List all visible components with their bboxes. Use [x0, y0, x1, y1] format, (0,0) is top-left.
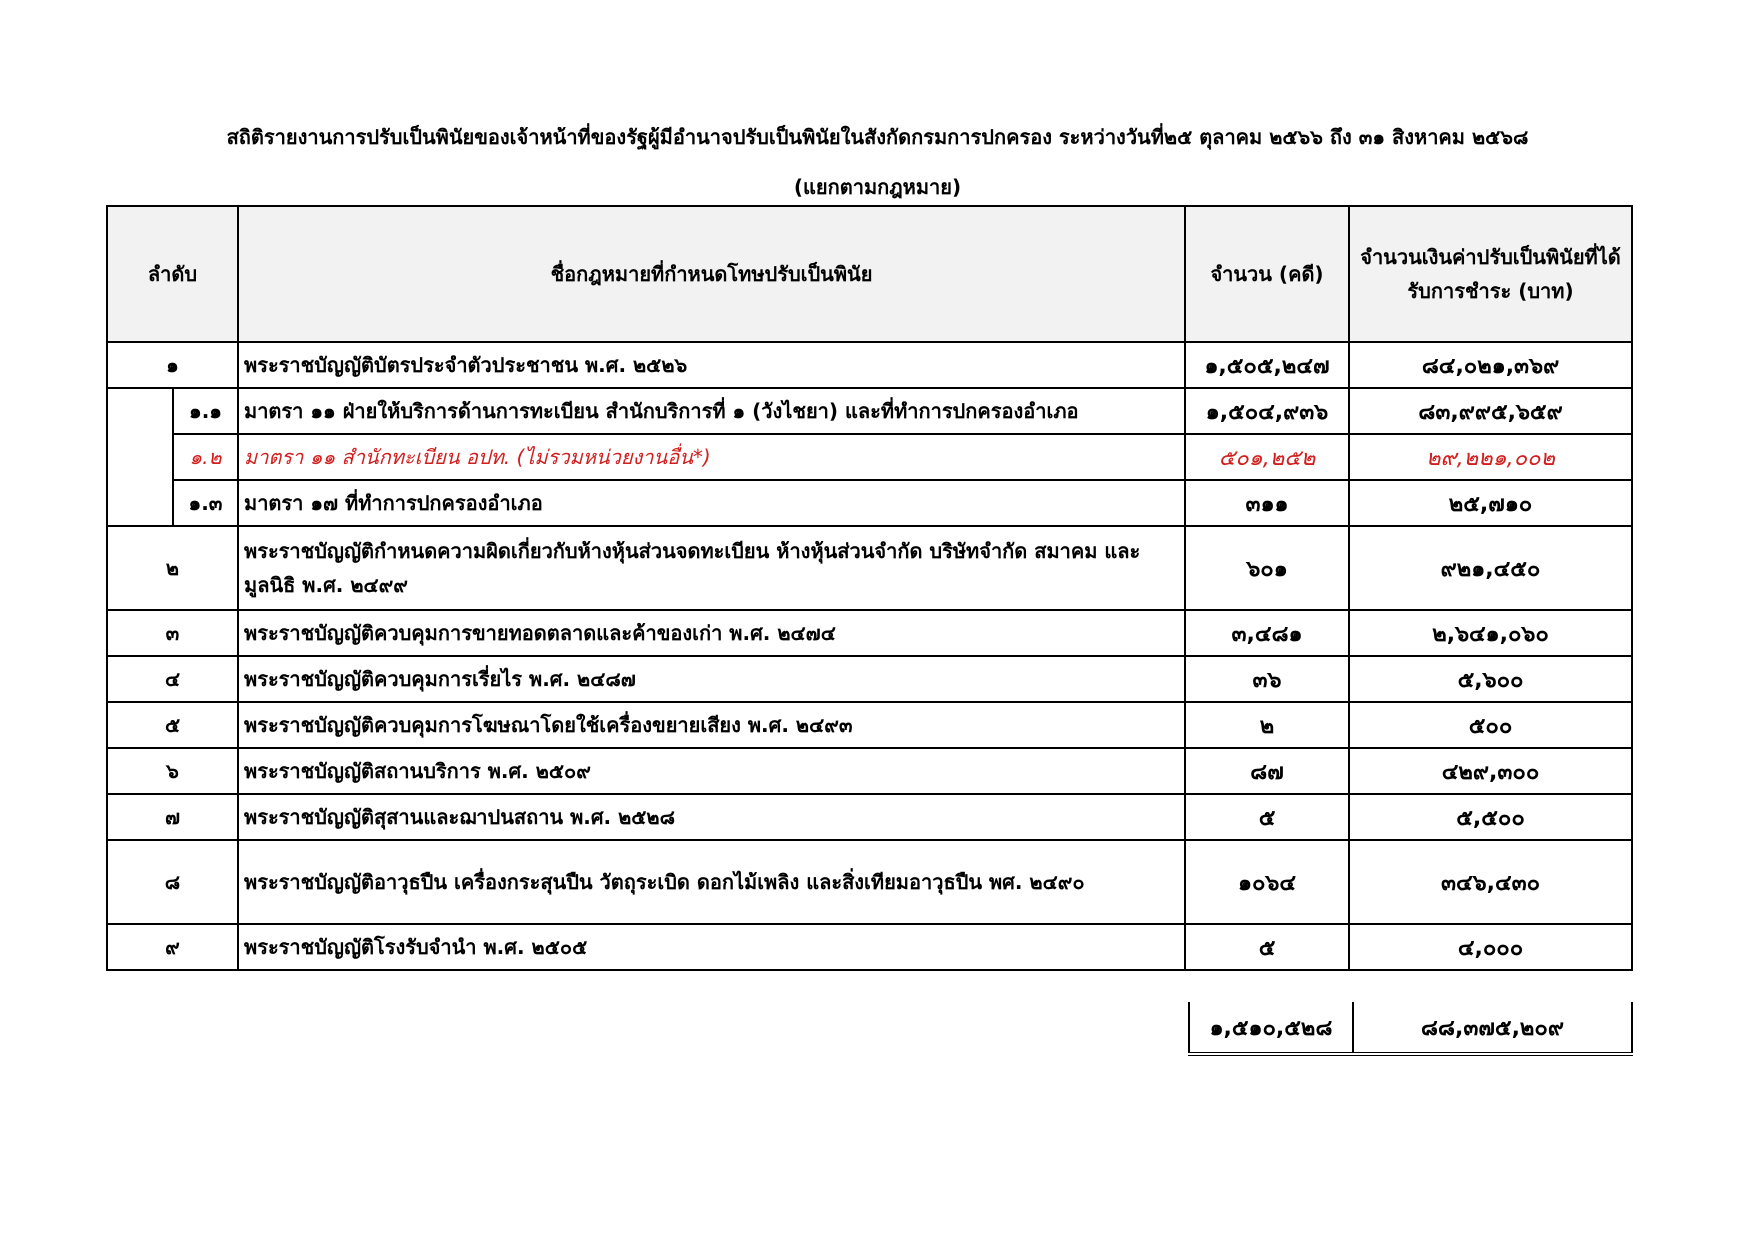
- fine-amount: ๓๔๖,๔๓๐: [1349, 840, 1632, 924]
- fine-amount: ๒๕,๗๑๐: [1349, 480, 1632, 526]
- case-count: ๘๗: [1185, 748, 1349, 794]
- header-fine-amount: จำนวนเงินค่าปรับเป็นพินัยที่ได้รับการชำระ (บาท): [1349, 206, 1632, 342]
- report-subtitle: (แยกตามกฎหมาย): [793, 175, 962, 199]
- law-name: พระราชบัญญัติสถานบริการ พ.ศ. ๒๕๐๙: [238, 748, 1185, 794]
- case-count: ๕: [1185, 924, 1349, 970]
- fine-amount: ๘๔,๐๒๑,๓๖๙: [1349, 342, 1632, 388]
- row-number: ๑.๑: [173, 388, 238, 434]
- table-row-highlighted: [107, 434, 1632, 480]
- totals-table: [1188, 1002, 1633, 1056]
- table-row: [107, 656, 1632, 702]
- law-name: พระราชบัญญัติควบคุมการโฆษณาโดยใช้เครื่องขยายเสียง พ.ศ. ๒๔๙๓: [238, 702, 1185, 748]
- fine-amount: ๒,๖๔๑,๐๖๐: [1349, 610, 1632, 656]
- law-name: พระราชบัญญัติอาวุธปืน เครื่องกระสุนปืน วัตถุระเบิด ดอกไม้เพลิง และสิ่งเทียมอาวุธปืน พศ. ๒๔๙๐: [238, 840, 1185, 924]
- row-number: ๑.๓: [173, 480, 238, 526]
- fine-amount: ๘๓,๙๙๕,๖๕๙: [1349, 388, 1632, 434]
- case-count: ๓๖: [1185, 656, 1349, 702]
- row-number: ๒: [107, 526, 238, 610]
- law-name: มาตรา ๑๑ ฝ่ายให้บริการด้านการทะเบียน สำนักบริการที่ ๑ (วังไชยา) และที่ทำการปกครองอำเภอ: [238, 388, 1185, 434]
- fine-amount: ๔๒๙,๓๐๐: [1349, 748, 1632, 794]
- case-count: ๓,๔๘๑: [1185, 610, 1349, 656]
- fine-amount: ๕๐๐: [1349, 702, 1632, 748]
- header-law-name: ชื่อกฎหมายที่กำหนดโทษปรับเป็นพินัย: [238, 206, 1185, 342]
- case-count: ๓๑๑: [1185, 480, 1349, 526]
- table-row: [107, 526, 1632, 610]
- fine-amount: ๒๙,๒๒๑,๐๐๒: [1349, 434, 1632, 480]
- law-name: พระราชบัญญัติควบคุมการเรี่ยไร พ.ศ. ๒๔๘๗: [238, 656, 1185, 702]
- statistics-table: [106, 205, 1633, 971]
- law-name: พระราชบัญญัติสุสานและฌาปนสถาน พ.ศ. ๒๕๒๘: [238, 794, 1185, 840]
- row-number: ๓: [107, 610, 238, 656]
- header-case-count: จำนวน (คดี): [1185, 206, 1349, 342]
- case-count: ๒: [1185, 702, 1349, 748]
- row-number: ๕: [107, 702, 238, 748]
- table-row: [107, 610, 1632, 656]
- table-row: [107, 480, 1632, 526]
- case-count: ๑,๕๐๔,๙๓๖: [1185, 388, 1349, 434]
- row-number: ๖: [107, 748, 238, 794]
- law-name: พระราชบัญญัติบัตรประจำตัวประชาชน พ.ศ. ๒๕๒๖: [238, 342, 1185, 388]
- row-number: ๑.๒: [173, 434, 238, 480]
- row-number: ๗: [107, 794, 238, 840]
- case-count: ๑,๕๐๕,๒๔๗: [1185, 342, 1349, 388]
- case-count: ๕๐๑,๒๕๒: [1185, 434, 1349, 480]
- law-name: มาตรา ๑๑ สำนักทะเบียน อปท. (ไม่รวมหน่วยงานอื่น*): [238, 434, 1185, 480]
- header-order: ลำดับ: [107, 206, 238, 342]
- table-row: [107, 840, 1632, 924]
- row-number: ๙: [107, 924, 238, 970]
- total-fine-amount: ๘๘,๓๗๕,๒๐๙: [1353, 1002, 1632, 1054]
- row-number: ๘: [107, 840, 238, 924]
- row-number: ๔: [107, 656, 238, 702]
- case-count: ๖๐๑: [1185, 526, 1349, 610]
- case-count: ๕: [1185, 794, 1349, 840]
- law-name: พระราชบัญญัติกำหนดความผิดเกี่ยวกับห้างหุ้นส่วนจดทะเบียน ห้างหุ้นส่วนจำกัด บริษัทจำกัด สมาคม และมูลนิธิ พ.ศ. ๒๔๙๙: [238, 526, 1185, 610]
- table-row: [107, 388, 1632, 434]
- report-title: สถิติรายงานการปรับเป็นพินัยของเจ้าหน้าที่ของรัฐผู้มีอำนาจปรับเป็นพินัยในสังกัดกรมการปกครอง ระหว่างวันที่๒๕ ตุลาคม ๒๕๖๖ ถึง ๓๑ สิงหาคม ๒๕๖๘: [226, 125, 1529, 149]
- totals-row: [1189, 1002, 1632, 1054]
- table-row: [107, 748, 1632, 794]
- table-row: [107, 924, 1632, 970]
- fine-amount: ๔,๐๐๐: [1349, 924, 1632, 970]
- row-number: ๑: [107, 342, 238, 388]
- fine-amount: ๕,๕๐๐: [1349, 794, 1632, 840]
- law-name: มาตรา ๑๗ ที่ทำการปกครองอำเภอ: [238, 480, 1185, 526]
- law-name: พระราชบัญญัติควบคุมการขายทอดตลาดและค้าของเก่า พ.ศ. ๒๔๗๔: [238, 610, 1185, 656]
- indent-cell: [107, 388, 173, 526]
- table-header-row: [107, 206, 1632, 342]
- total-case-count: ๑,๕๑๐,๕๒๘: [1189, 1002, 1353, 1054]
- table-row: [107, 342, 1632, 388]
- table-row: [107, 702, 1632, 748]
- case-count: ๑๐๖๔: [1185, 840, 1349, 924]
- table-row: [107, 794, 1632, 840]
- fine-amount: ๙๒๑,๔๕๐: [1349, 526, 1632, 610]
- law-name: พระราชบัญญัติโรงรับจำนำ พ.ศ. ๒๕๐๕: [238, 924, 1185, 970]
- fine-amount: ๕,๖๐๐: [1349, 656, 1632, 702]
